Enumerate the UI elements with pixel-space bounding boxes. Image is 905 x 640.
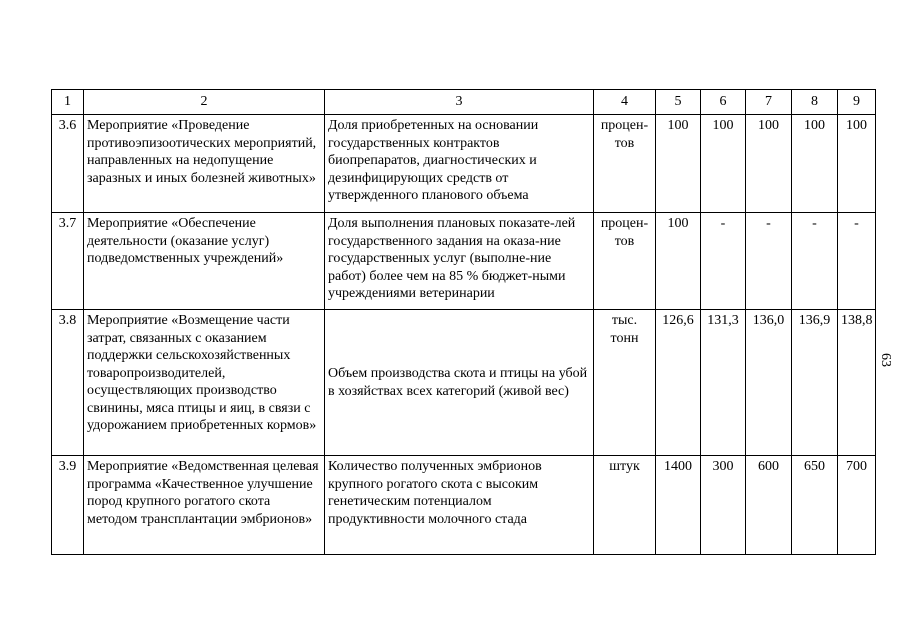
header-row <box>52 90 876 115</box>
value-cell: 600 <box>746 456 792 555</box>
value-cell: 126,6 <box>656 310 701 456</box>
row-number: 3.6 <box>52 115 84 213</box>
value-cell: 100 <box>701 115 746 213</box>
measure-cell: Мероприятие «Обеспечение деятельности (оказание услуг) подведомственных учреждений» <box>84 213 325 310</box>
program-table <box>51 89 876 555</box>
value-cell: 100 <box>838 115 876 213</box>
value-cell: - <box>746 213 792 310</box>
row-number: 3.9 <box>52 456 84 555</box>
value-cell: - <box>792 213 838 310</box>
header-cell: 4 <box>594 90 656 115</box>
row-number: 3.7 <box>52 213 84 310</box>
value-cell: 100 <box>656 115 701 213</box>
header-cell: 2 <box>84 90 325 115</box>
row-number: 3.8 <box>52 310 84 456</box>
value-cell: 100 <box>656 213 701 310</box>
table-row <box>52 456 876 555</box>
value-cell: 131,3 <box>701 310 746 456</box>
indicator-cell: Объем производства скота и птицы на убой в хозяйствах всех категорий (живой вес) <box>325 310 594 456</box>
value-cell: 138,8 <box>838 310 876 456</box>
header-cell: 5 <box>656 90 701 115</box>
header-cell: 6 <box>701 90 746 115</box>
table-row <box>52 213 876 310</box>
value-cell: 700 <box>838 456 876 555</box>
unit-cell: тыс. тонн <box>594 310 656 456</box>
table-row <box>52 115 876 213</box>
value-cell: 1400 <box>656 456 701 555</box>
header-cell: 3 <box>325 90 594 115</box>
table-row <box>52 310 876 456</box>
value-cell: 136,9 <box>792 310 838 456</box>
value-cell: - <box>838 213 876 310</box>
indicator-cell: Количество полученных эмбрионов крупного рогатого скота с высоким генетическим потенциалом продуктивности молочного стада <box>325 456 594 555</box>
indicator-cell: Доля приобретенных на основании государственных контрактов биопрепаратов, диагностических и дезинфицирующих средств от утвержденного планового объема <box>325 115 594 213</box>
header-cell: 8 <box>792 90 838 115</box>
unit-cell: процен-тов <box>594 213 656 310</box>
unit-cell: процен-тов <box>594 115 656 213</box>
unit-cell: штук <box>594 456 656 555</box>
header-cell: 7 <box>746 90 792 115</box>
value-cell: - <box>701 213 746 310</box>
measure-cell: Мероприятие «Возмещение части затрат, связанных с оказанием поддержки сельскохозяйственных товаропроизводителей, осуществляющих производство свинины, мяса птицы и яиц, в связи с удорожанием приобретенных кормов» <box>84 310 325 456</box>
measure-cell: Мероприятие «Проведение противоэпизоотических мероприятий, направленных на недопущение заразных и иных болезней животных» <box>84 115 325 213</box>
page-number: 63 <box>878 353 893 367</box>
indicator-cell: Доля выполнения плановых показате-лей государственного задания на оказа-ние государственных услуг (выполне-ние работ) более чем на 85 % бюджет-ными учреждениями ветеринарии <box>325 213 594 310</box>
value-cell: 650 <box>792 456 838 555</box>
measure-cell: Мероприятие «Ведомственная целевая программа «Качественное улучшение пород крупного рогатого скота методом трансплантации эмбрионов» <box>84 456 325 555</box>
header-cell: 1 <box>52 90 84 115</box>
value-cell: 300 <box>701 456 746 555</box>
value-cell: 136,0 <box>746 310 792 456</box>
value-cell: 100 <box>792 115 838 213</box>
header-cell: 9 <box>838 90 876 115</box>
value-cell: 100 <box>746 115 792 213</box>
